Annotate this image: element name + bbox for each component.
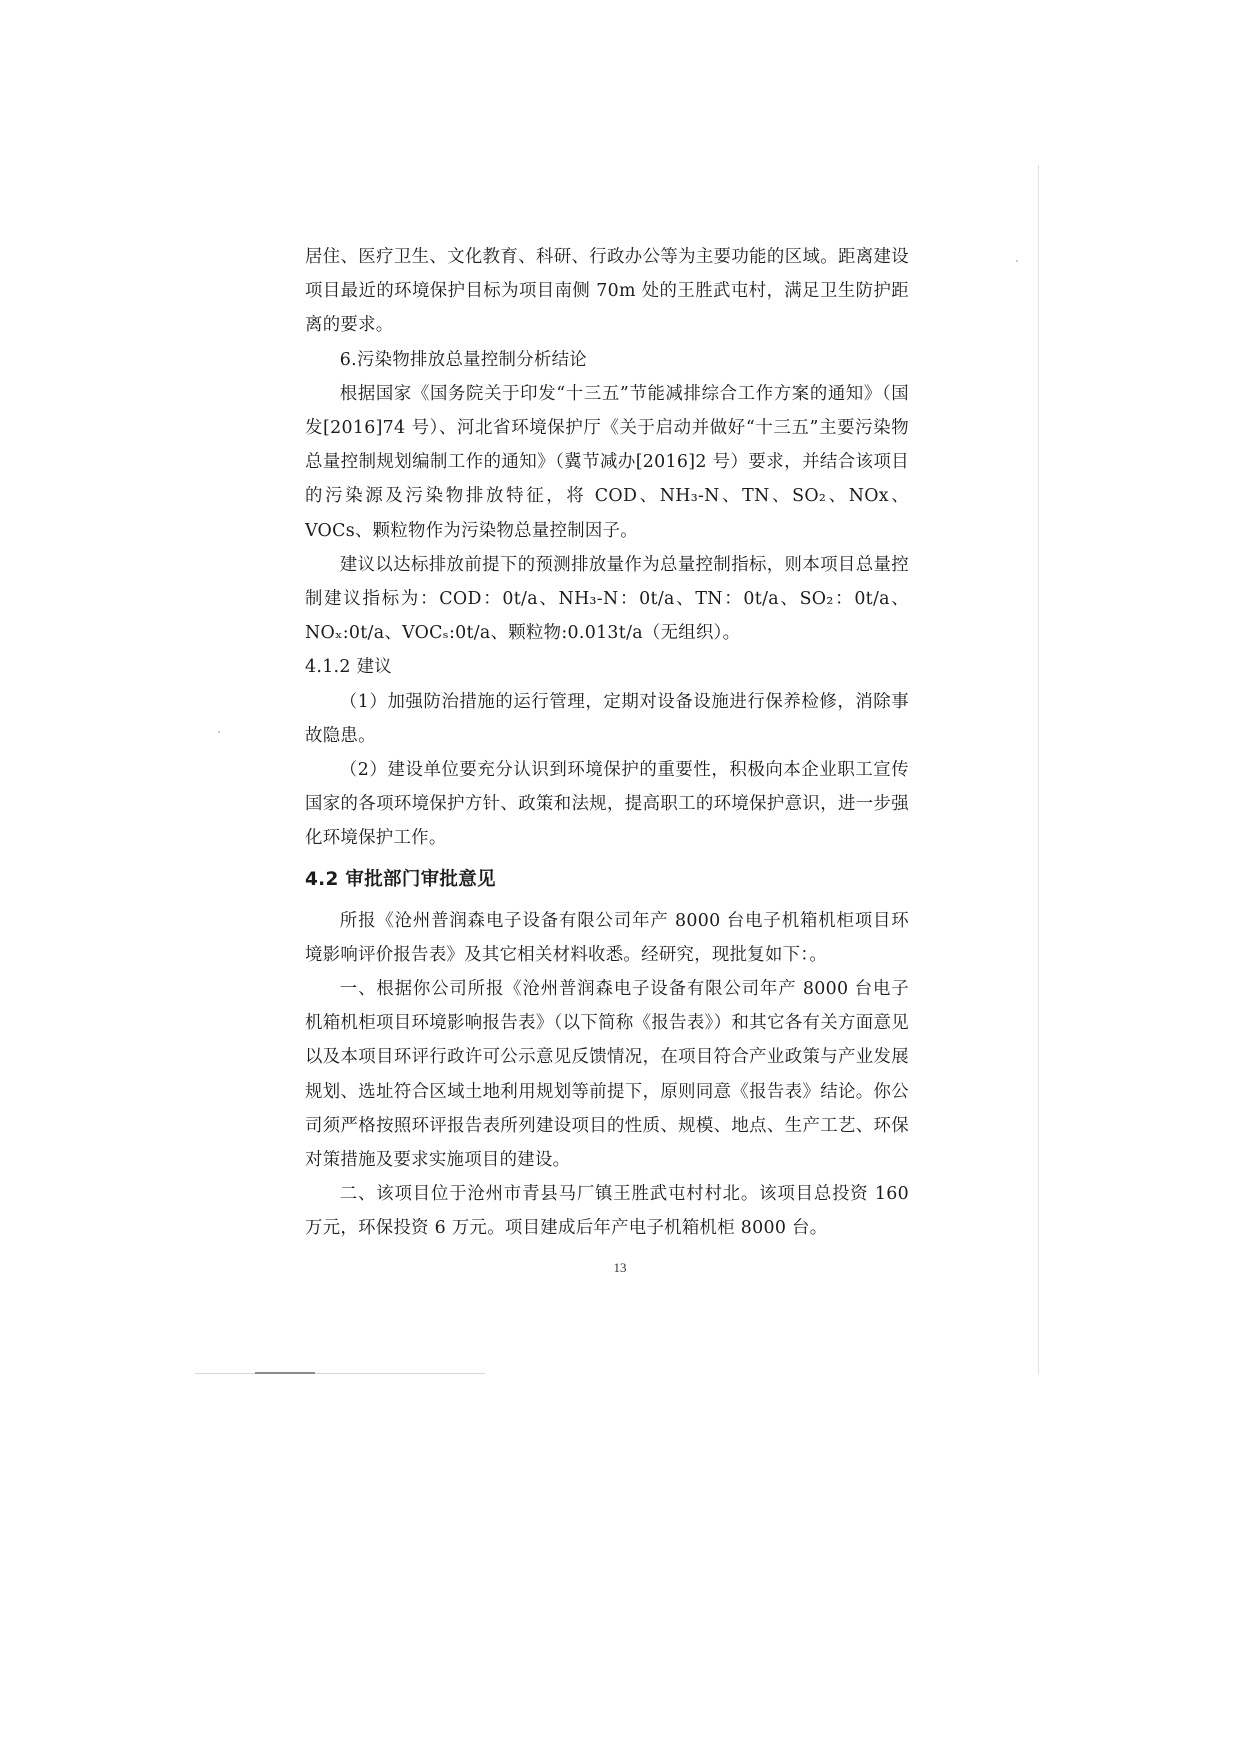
paragraph: 一、根据你公司所报《沧州普润森电子设备有限公司年产 8000 台电子机箱机柜项目环境影响报告表》（以下简称《报告表》）和其它各有关方面意见以及本项目环评行政许可公示意见反馈情况，在项目符合产业政策与产业发展规划、选址符合区域土地利用规划等前提下，原则同意《报告表》结论。你公司须严格按照环评报告表所列建设项目的性质、规模、地点、生产工艺、环保对策措施及要求实施项目的建设。	[305, 979, 909, 1171]
scan-edge-line	[255, 1372, 315, 1374]
document-body	[305, 240, 909, 1246]
paragraph: 二、该项目位于沧州市青县马厂镇王胜武屯村村北。该项目总投资 160 万元，环保投资 6 万元。项目建成后年产电子机箱机柜 8000 台。	[305, 1184, 909, 1239]
paragraph: 居住、医疗卫生、文化教育、科研、行政办公等为主要功能的区域。距离建设项目最近的环境保护目标为项目南侧 70m 处的王胜武屯村，满足卫生防护距离的要求。	[305, 247, 909, 336]
paragraph: 所报《沧州普润森电子设备有限公司年产 8000 台电子机箱机柜项目环境影响评价报告表》及其它相关材料收悉。经研究，现批复如下：。	[305, 910, 909, 965]
scan-speck	[218, 731, 220, 733]
page-number: 13	[613, 1260, 627, 1275]
section-heading: 4.2 审批部门审批意见	[305, 868, 496, 890]
subheading: 6.污染物排放总量控制分析结论	[339, 349, 587, 370]
paragraph: 根据国家《国务院关于印发“十三五”节能减排综合工作方案的通知》（国发[2016]74 号）、河北省环境保护厅《关于启动并做好“十三五”主要污染物总量控制规划编制工作的通知》（冀节减办[2016]2 号）要求，并结合该项目的污染源及污染物排放特征，将 COD、NH₃-N、TN、SO₂、NOx、VOCs、颗粒物作为污染物总量控制因子。	[305, 383, 909, 541]
scan-speck	[1016, 260, 1018, 262]
clause-heading: 4.1.2 建议	[305, 657, 392, 678]
suggestion-item: （2）建设单位要充分认识到环境保护的重要性，积极向本企业职工宣传国家的各项环境保护方针、政策和法规，提高职工的环境保护意识，进一步强化环境保护工作。	[305, 760, 909, 849]
suggestion-item: （1）加强防治措施的运行管理，定期对设备设施进行保养检修，消除事故隐患。	[305, 691, 909, 746]
scan-edge-line	[195, 1373, 485, 1374]
paragraph: 建议以达标排放前提下的预测排放量作为总量控制指标，则本项目总量控制建议指标为：COD：0t/a、NH₃-N：0t/a、TN：0t/a、SO₂：0t/a、NOₓ:0t/a、VOCₛ:0t/a、颗粒物:0.013t/a（无组织）。	[305, 554, 909, 644]
scan-edge-line	[1038, 165, 1039, 1375]
